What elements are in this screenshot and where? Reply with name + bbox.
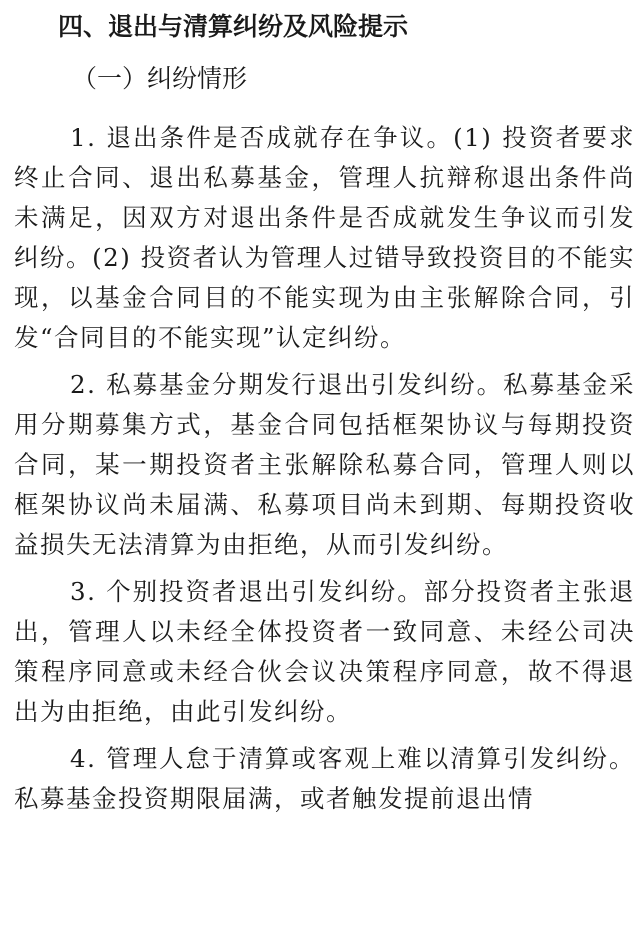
paragraph-4: 4. 管理人怠于清算或客观上难以清算引发纠纷。私募基金投资期限届满，或者触发提前退出情: [14, 744, 635, 813]
subsection-title: （一）纠纷情形: [72, 64, 248, 93]
section-title: 四、退出与清算纠纷及风险提示: [58, 12, 409, 41]
paragraph-1: 1. 退出条件是否成就存在争议。(1) 投资者要求终止合同、退出私募基金，管理人抗辩称退出条件尚未满足，因双方对退出条件是否成就发生争议而引发纠纷。(2) 投资者认为管理人过错导致投资目的不能实现，以基金合同目的不能实现为由主张解除合同，引发“合同目的不能实现”认定纠纷。: [14, 123, 635, 352]
paragraph-3: 3. 个别投资者退出引发纠纷。部分投资者主张退出，管理人以未经全体投资者一致同意、未经公司决策程序同意或未经合伙会议决策程序同意，故不得退出为由拒绝，由此引发纠纷。: [14, 577, 635, 726]
paragraph-2: 2. 私募基金分期发行退出引发纠纷。私募基金采用分期募集方式，基金合同包括框架协议与每期投资合同，某一期投资者主张解除私募合同，管理人则以框架协议尚未届满、私募项目尚未到期、每期投资收益损失无法清算为由拒绝，从而引发纠纷。: [14, 370, 635, 559]
